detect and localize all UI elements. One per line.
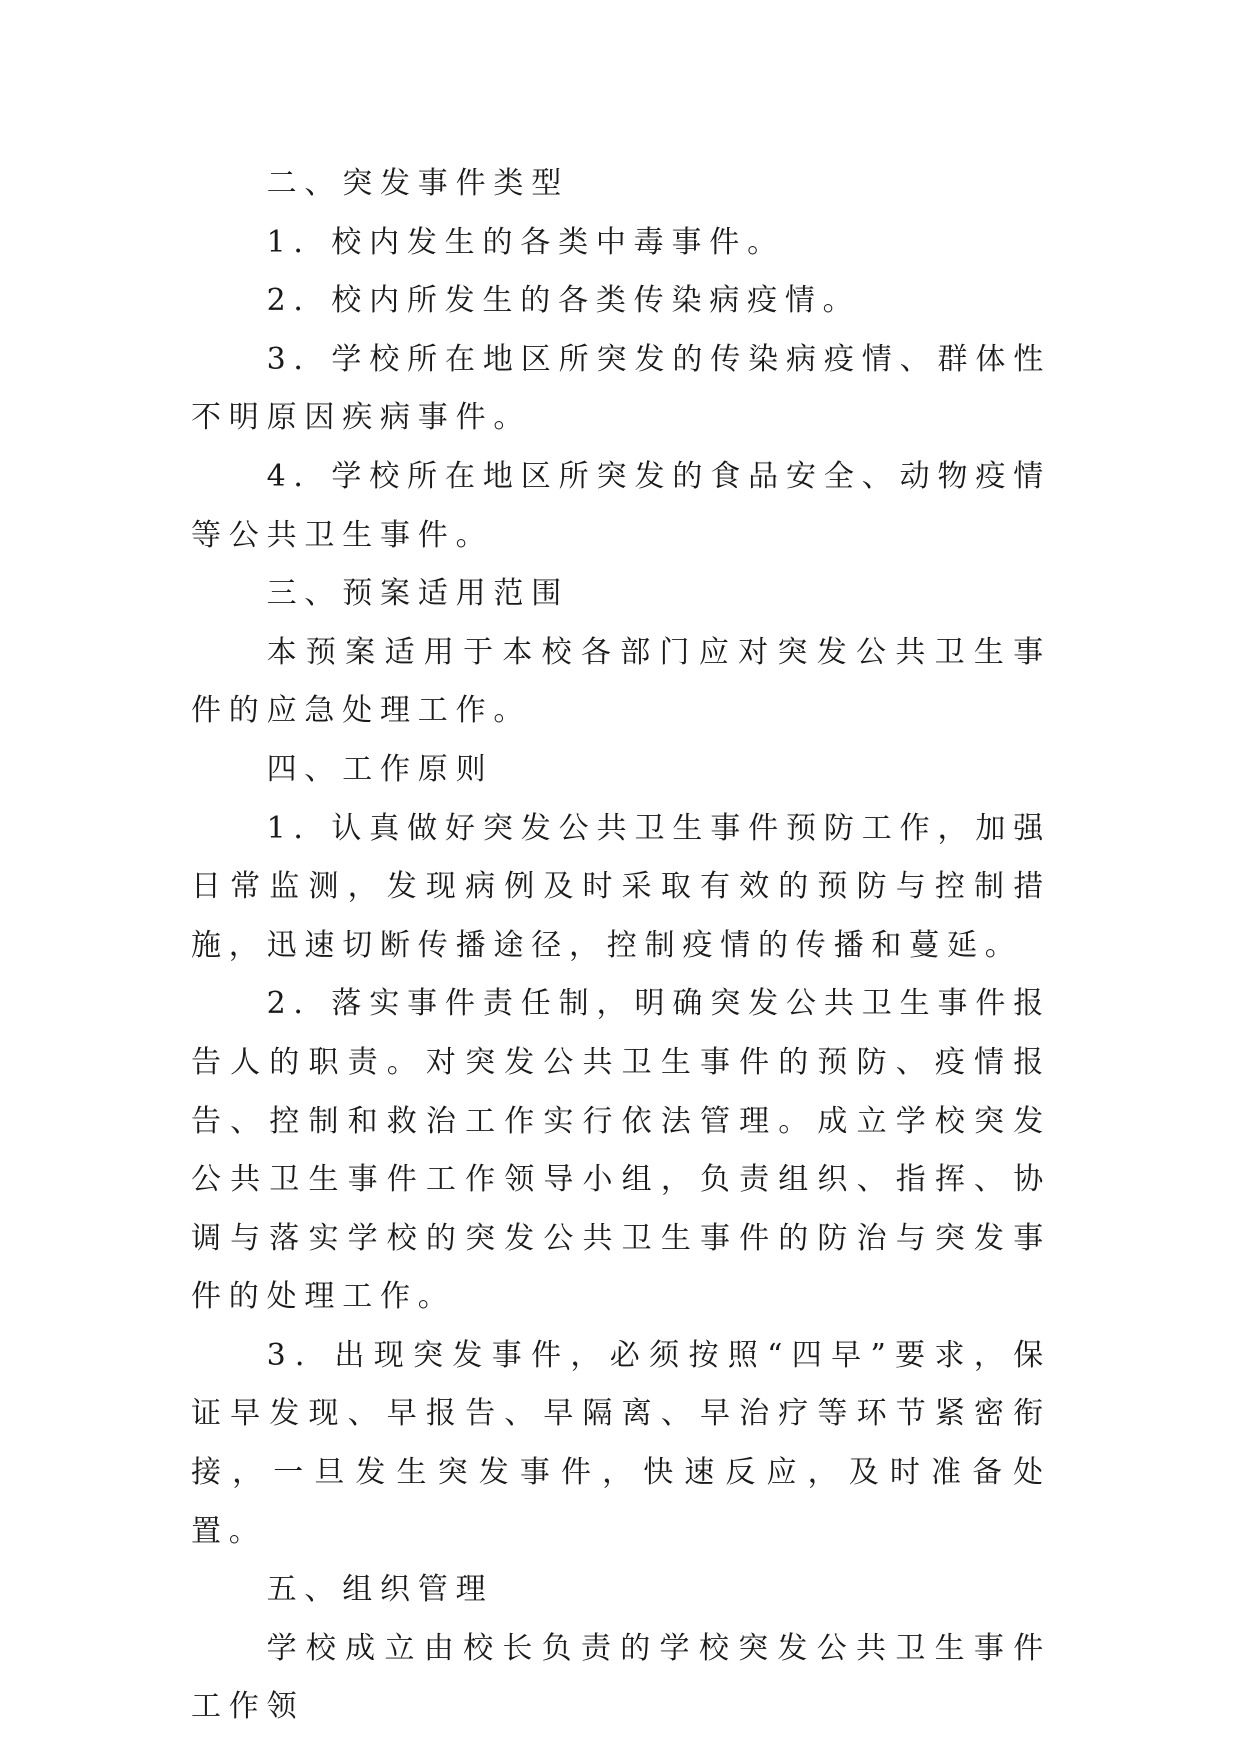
paragraph-organization: 学校成立由校长负责的学校突发公共卫生事件工作领 — [191, 1630, 1051, 1725]
list-item-regional-epidemic: 3．学校所在地区所突发的传染病疫情、群体性不明原因疾病事件。 — [191, 341, 1051, 436]
paragraph-scope: 本预案适用于本校各部门应对突发公共卫生事件的应急处理工作。 — [191, 634, 1051, 729]
list-item-prevention: 1．认真做好突发公共卫生事件预防工作，加强日常监测，发现病例及时采取有效的预防与控制措施，迅速切断传播途径，控制疫情的传播和蔓延。 — [191, 810, 1051, 963]
list-item-poisoning: 1．校内发生的各类中毒事件。 — [266, 224, 785, 260]
section-heading-scope: 三、预案适用范围 — [266, 576, 569, 612]
list-item-responsibility: 2．落实事件责任制，明确突发公共卫生事件报告人的职责。对突发公共卫生事件的预防、疫情报告、控制和救治工作实行依法管理。成立学校突发公共卫生事件工作领导小组，负责组织、指挥、协调与落实学校的突发公共卫生事件的防治与突发事件的处理工作。 — [191, 986, 1051, 1315]
section-heading-principles: 四、工作原则 — [266, 751, 494, 787]
section-heading-event-types: 二、突发事件类型 — [266, 166, 569, 201]
document-body — [191, 155, 1051, 1737]
list-item-four-early: 3．出现突发事件，必须按照“四早”要求，保证早发现、早报告、早隔离、早治疗等环节紧密衔接，一旦发生突发事件，快速反应，及时准备处置。 — [191, 1337, 1051, 1549]
list-item-food-safety: 4．学校所在地区所突发的食品安全、动物疫情等公共卫生事件。 — [191, 458, 1051, 553]
list-item-infectious-disease: 2．校内所发生的各类传染病疫情。 — [266, 283, 861, 319]
section-heading-organization: 五、组织管理 — [266, 1572, 494, 1608]
